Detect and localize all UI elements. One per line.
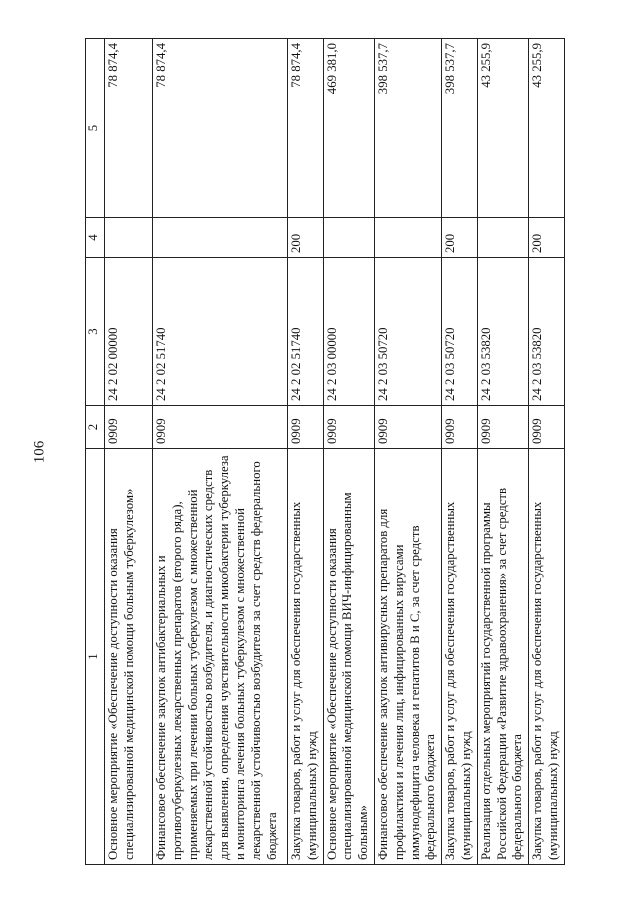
row-expense-type (105, 218, 153, 258)
table-row (442, 39, 478, 865)
row-description: Закупка товаров, работ и услуг для обеспечения государственных (муниципальных) нужд (529, 449, 565, 865)
column-header: 1 (86, 449, 105, 865)
budget-table (85, 38, 565, 865)
row-amount: 43 255,9 (529, 39, 565, 218)
row-target-article: 24 2 03 53820 (477, 258, 528, 406)
row-section-code: 0909 (477, 406, 528, 449)
row-description: Реализация отдельных мероприятий государственной программы Российской Федерации «Развитие здравоохранения» за счет средств федерального бюджета (477, 449, 528, 865)
row-expense-type: 200 (442, 218, 478, 258)
row-description: Основное мероприятие «Обеспечение доступности оказания специализированной медицинской помощи ВИЧ-инфицированным больным» (323, 449, 374, 865)
column-header: 2 (86, 406, 105, 449)
row-expense-type: 200 (288, 218, 324, 258)
table-row (323, 39, 374, 865)
table-row (374, 39, 441, 865)
table-row (288, 39, 324, 865)
page-number: 106 (31, 440, 48, 464)
column-header: 5 (86, 39, 105, 218)
row-amount: 78 874,4 (105, 39, 153, 218)
row-amount: 398 537,7 (442, 39, 478, 218)
row-expense-type (477, 218, 528, 258)
row-target-article: 24 2 02 00000 (105, 258, 153, 406)
rotated-table-container (85, 39, 560, 865)
table-row (153, 39, 288, 865)
row-description: Основное мероприятие «Обеспечение доступности оказания специализированной медицинской помощи больным туберкулезом» (105, 449, 153, 865)
row-section-code: 0909 (323, 406, 374, 449)
column-header: 3 (86, 258, 105, 406)
column-header: 4 (86, 218, 105, 258)
row-expense-type (153, 218, 288, 258)
row-target-article: 24 2 03 50720 (374, 258, 441, 406)
row-target-article: 24 2 02 51740 (153, 258, 288, 406)
row-expense-type (323, 218, 374, 258)
row-section-code: 0909 (374, 406, 441, 449)
row-section-code: 0909 (442, 406, 478, 449)
row-section-code: 0909 (288, 406, 324, 449)
row-target-article: 24 2 02 51740 (288, 258, 324, 406)
row-section-code: 0909 (529, 406, 565, 449)
table-row (529, 39, 565, 865)
row-target-article: 24 2 03 00000 (323, 258, 374, 406)
table-row (477, 39, 528, 865)
row-section-code: 0909 (153, 406, 288, 449)
row-amount: 78 874,4 (153, 39, 288, 218)
row-description: Финансовое обеспечение закупок антивирусных препаратов для профилактики и лечения лиц, инфицированных вирусами иммунодефицита человека и гепатитов В и С, за счет средств федерального бюджета (374, 449, 441, 865)
row-expense-type (374, 218, 441, 258)
row-section-code: 0909 (105, 406, 153, 449)
row-amount: 398 537,7 (374, 39, 441, 218)
row-amount: 43 255,9 (477, 39, 528, 218)
row-description: Закупка товаров, работ и услуг для обеспечения государственных (муниципальных) нужд (288, 449, 324, 865)
row-description: Закупка товаров, работ и услуг для обеспечения государственных (муниципальных) нужд (442, 449, 478, 865)
row-expense-type: 200 (529, 218, 565, 258)
table-header-row (86, 39, 105, 865)
row-amount: 78 874,4 (288, 39, 324, 218)
table-row (105, 39, 153, 865)
row-target-article: 24 2 03 53820 (529, 258, 565, 406)
row-target-article: 24 2 03 50720 (442, 258, 478, 406)
row-description: Финансовое обеспечение закупок антибактериальных и противотуберкулезных лекарственных препаратов (второго ряда), применяемых при лечении больных туберкулезом с множественной лекарственной устойчивостью возбудителя, и диагностических средств для выявления, определения чувствительности микобактерии туберкулеза и мониторинга лечения больных туберкулезом с множественной лекарственной устойчивостью возбудителя за счет средств федерального бюджета (153, 449, 288, 865)
row-amount: 469 381,0 (323, 39, 374, 218)
